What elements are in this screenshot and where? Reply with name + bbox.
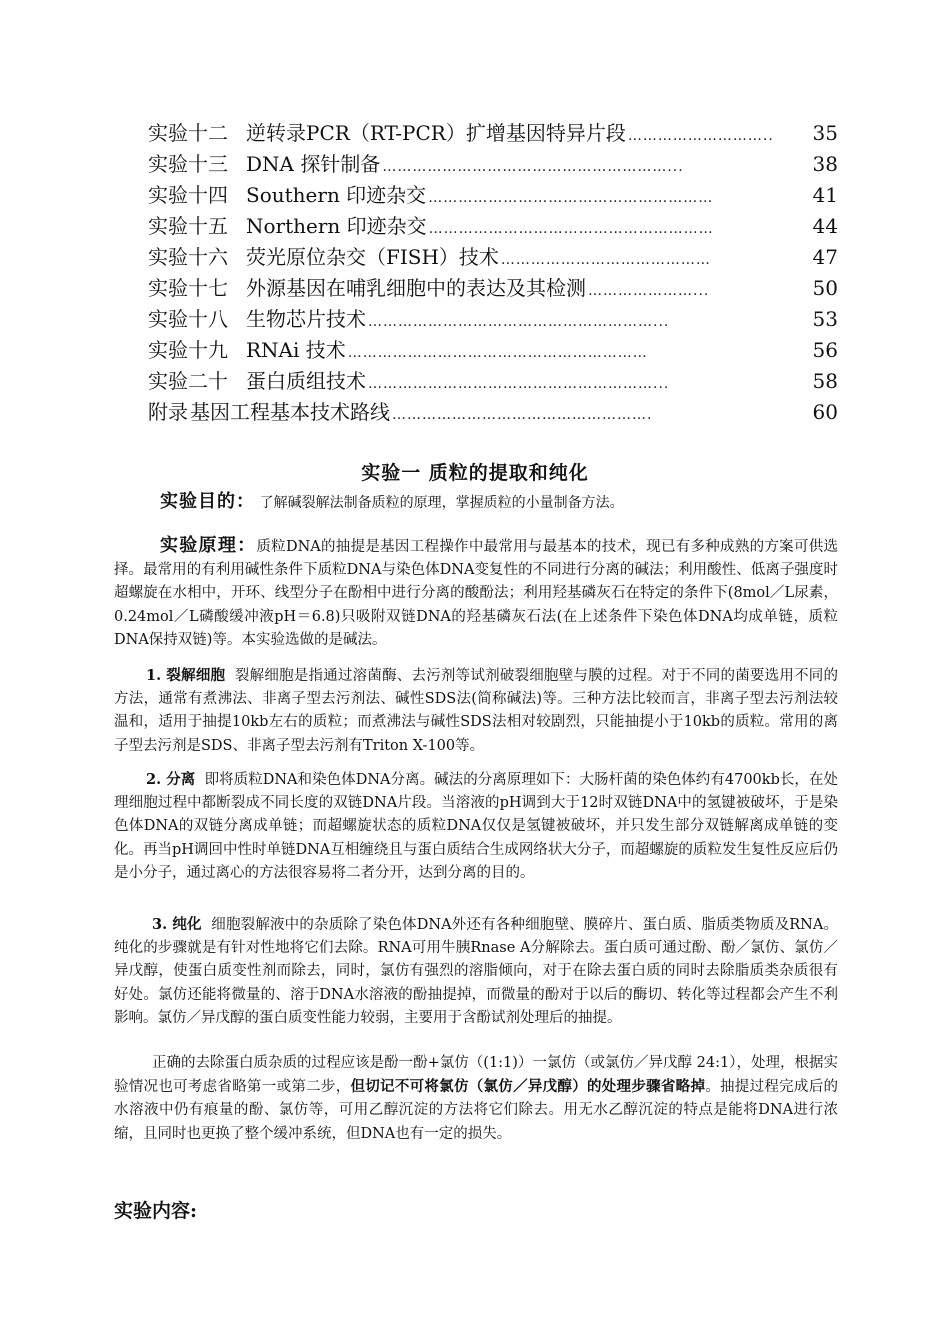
toc-entry-number: 实验十六: [148, 245, 228, 269]
toc-entry-title: 蛋白质组技术: [246, 369, 366, 393]
toc-entry[interactable]: [148, 273, 838, 304]
toc-entry-number: 实验十二: [148, 121, 228, 145]
protein-removal-paragraph: [114, 1052, 838, 1146]
protein-removal-text-continued: 。抽提过程完成后的水溶液中仍有痕量的酚、氯仿等，可用乙醇沉淀的方法将它们除去。用无水乙醇沉淀的特点是能将DNA进行浓缩，且同时也更换了整个缓冲系统，但DNA也有一定的损失。: [114, 1079, 838, 1142]
toc-entry-leader: …………………………………………….: [392, 407, 653, 423]
toc-entry-number: 实验十八: [148, 307, 228, 331]
toc-entry-title: 逆转录PCR（RT-PCR）扩增基因特异片段: [246, 121, 626, 145]
toc-entry-page: 58: [812, 369, 838, 393]
content-heading: 实验内容:: [114, 1200, 198, 1222]
toc-entry-page: 47: [812, 245, 838, 269]
toc-entry-page: 44: [812, 214, 838, 238]
purpose-label: 实验目的：: [160, 491, 255, 512]
toc-entry[interactable]: [148, 149, 838, 180]
toc-entry-number: 实验十四: [148, 183, 228, 207]
toc-entry-number: 实验十三: [148, 152, 228, 176]
purpose-paragraph: [114, 490, 838, 515]
toc-entry-leader: …………………………………………………...: [382, 159, 684, 175]
step-lysis-paragraph: [114, 664, 838, 758]
step-lysis-label: 1. 裂解细胞: [146, 667, 226, 684]
step-lysis-text: 裂解细胞是指通过溶菌酶、去污剂等试剂破裂细胞壁与膜的过程。对于不同的菌要选用不同的方法，通常有煮沸法、非离子型去污剂法、碱性SDS法(简称碱法)等。三种方法比较而言，非离子型去污剂法较温和，适用于抽提10kb左右的质粒；而煮沸法与碱性SDS法相对较剧烈，只能抽提小于10kb的质粒。常用的离子型去污剂是SDS、非离子型去污剂有Triton X-100等。: [114, 668, 839, 754]
toc-entry-title: RNAi 技术: [246, 338, 346, 362]
toc-entry[interactable]: [148, 366, 838, 397]
toc-entry-page: 38: [812, 152, 838, 176]
toc-entry-number: 实验十九: [148, 338, 228, 362]
step-purification-label: 3. 纯化: [152, 916, 202, 933]
toc-entry-title: Northern 印迹杂交: [246, 214, 427, 238]
toc-entry-leader: …………………………………………………: [428, 190, 714, 206]
toc-entry-leader: ……………………………………………………: [347, 345, 648, 361]
toc-entry-number: 实验十五: [148, 214, 228, 238]
toc-entry[interactable]: [148, 242, 838, 273]
toc-entry-page: 35: [812, 121, 838, 145]
toc-entry-title: 基因工程基本技术路线: [190, 400, 390, 424]
toc-entry[interactable]: [148, 304, 838, 335]
toc-entry-leader: …………………………………………………...: [368, 314, 670, 330]
toc-entry-page: 53: [812, 307, 838, 331]
experiment-title: 实验一 质粒的提取和纯化: [361, 462, 589, 484]
toc-entry-leader: ………………………..: [627, 128, 774, 144]
toc-entry-title: DNA 探针制备: [246, 152, 381, 176]
toc-entry-page: 50: [812, 276, 838, 300]
toc-entry-page: 60: [812, 400, 838, 424]
toc-entry-page: 41: [812, 183, 838, 207]
step-separation-label: 2. 分离: [146, 771, 196, 788]
toc-entry-leader: …………………………………………………: [428, 221, 714, 237]
toc-entry-leader: …………………...: [588, 283, 710, 299]
toc-entry-title: 荧光原位杂交（FISH）技术: [246, 245, 499, 269]
toc-entry-leader: ……………………………………: [500, 252, 711, 268]
toc-entry-leader: …………………………………………………...: [368, 376, 670, 392]
step-separation-text: 即将质粒DNA和染色体DNA分离。碱法的分离原理如下：大肠杆菌的染色体约有4700kb长，在处理细胞过程中都断裂成不同长度的双链DNA片段。当溶液的pH调到大于12时双链DNA中的氢键被破坏，于是染色体DNA的双链分离成单链；而超螺旋状态的质粒DNA仅仅是氢键被破坏，并只发生部分双链解离成单链的变化。再当pH调回中性时单链DNA互相缠绕且与蛋白质结合生成网络状大分子，而超螺旋的质粒发生复性反应后仍是小分子，通过离心的方法很容易将二者分开，达到分离的目的。: [114, 772, 838, 881]
toc-entry[interactable]: [148, 211, 838, 242]
step-purification-paragraph: [114, 913, 838, 1030]
toc-entry[interactable]: [148, 335, 838, 366]
toc-entry-number: 实验十七: [148, 276, 228, 300]
toc-entry-number: 实验二十: [148, 369, 228, 393]
toc-entry[interactable]: [148, 118, 838, 149]
toc-entry-page: 56: [812, 338, 838, 362]
principle-text: 质粒DNA的抽提是基因工程操作中最常用与最基本的技术，现已有多种成熟的方案可供选择。最常用的有利用碱性条件下质粒DNA与染色体DNA变复性的不同进行分离的碱法；利用酸性、低离子强度时超螺旋在水相中，开环、线型分子在酚相中进行分离的酸酚法；利用羟基磷灰石在特定的条件下(8mol／L尿素，0.24mol／L磷酸缓冲液pH＝6.8)只吸附双链DNA的羟基磷灰石法(在上述条件下染色体DNA均成单链，质粒DNA保持双链)等。本实验选做的是碱法。: [114, 539, 839, 648]
purpose-text: 了解碱裂解法制备质粒的原理，掌握质粒的小量制备方法。: [259, 495, 624, 511]
toc-entry-title: 外源基因在哺乳细胞中的表达及其检测: [246, 276, 586, 300]
toc-entry[interactable]: [148, 397, 838, 428]
table-of-contents: [148, 118, 838, 428]
step-purification-text: 细胞裂解液中的杂质除了染色体DNA外还有各种细胞壁、膜碎片、蛋白质、脂质类物质及RNA。纯化的步骤就是有针对性地将它们去除。RNA可用牛胰Rnase A分解除去。蛋白质可通过酚、酚／氯仿、氯仿／异戊醇，使蛋白质变性剂而除去，同时，氯仿有强烈的溶脂倾向，对于在除去蛋白质的同时去除脂质类杂质很有好处。氯仿还能将微量的、溶于DNA水溶液的酚抽提掉，而微量的酚对于以后的酶切、转化等过程都会产生不利影响。氯仿／异戊醇的蛋白质变性能力较弱，主要用于含酚试剂处理后的抽提。: [114, 917, 839, 1026]
protein-removal-text: 正确的去除蛋白质杂质的过程应该是酚一酚+氯仿（(1:1)）一氯仿（或氯仿／异戊醇 24:1），处理，根据实验情况也可考虑省略第一或第二步，: [114, 1055, 838, 1096]
toc-entry[interactable]: [148, 180, 838, 211]
toc-entry-number: 附录: [148, 400, 188, 424]
protein-removal-warning: 但切记不可将氯仿（氯仿／异戊醇）的处理步骤省略掉: [350, 1078, 706, 1096]
step-separation-paragraph: [114, 768, 838, 885]
principle-paragraph: [114, 534, 838, 652]
principle-label: 实验原理：: [160, 535, 257, 556]
toc-entry-title: 生物芯片技术: [246, 307, 366, 331]
toc-entry-title: Southern 印迹杂交: [246, 183, 427, 207]
